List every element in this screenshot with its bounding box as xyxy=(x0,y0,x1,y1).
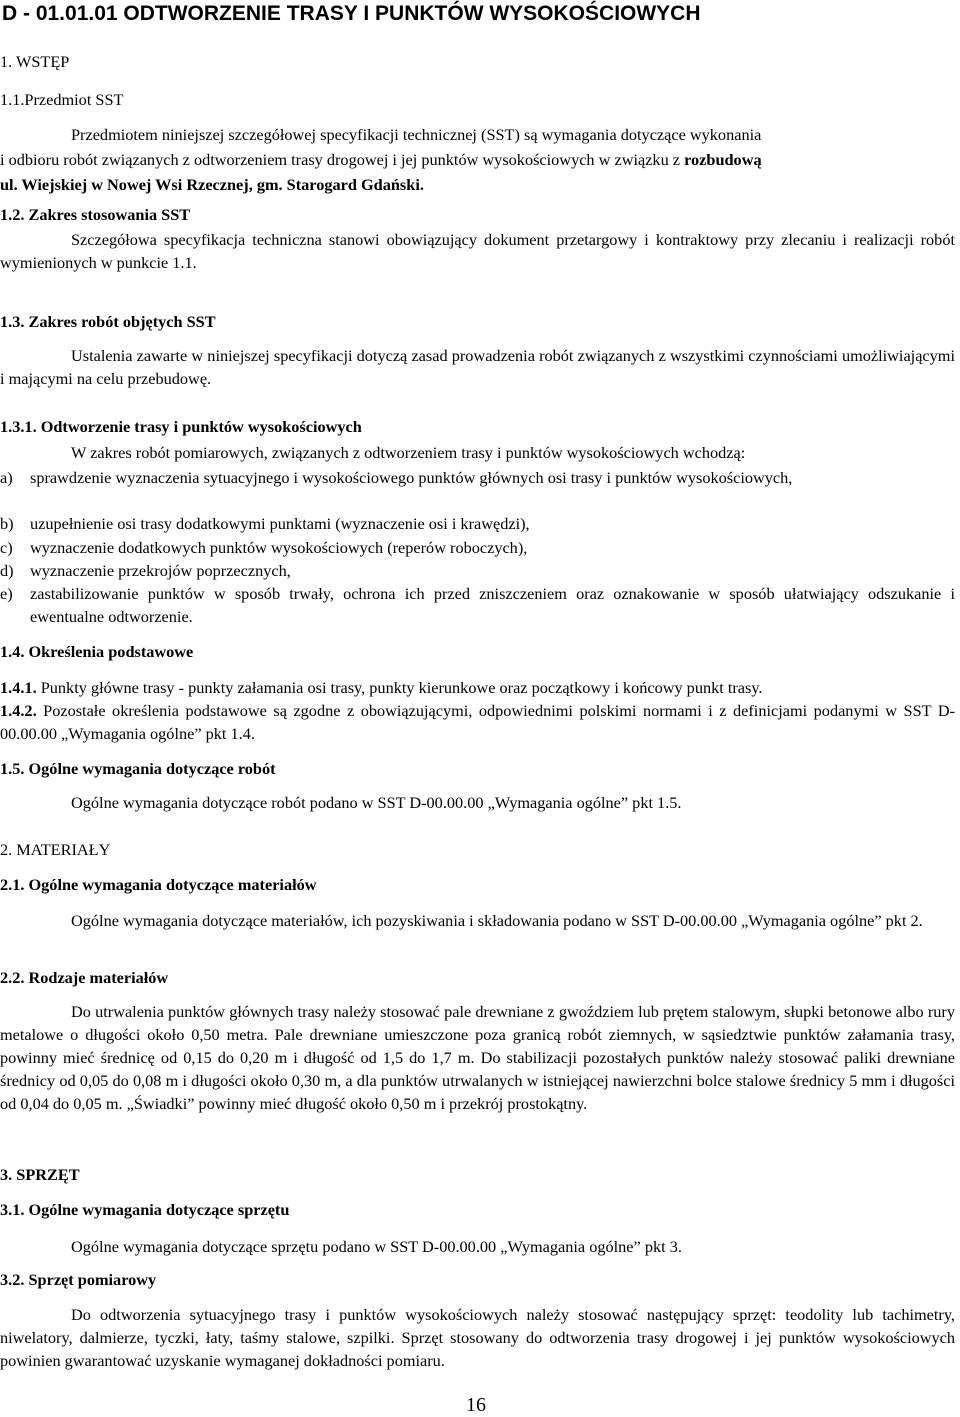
list-text: wyznaczenie dodatkowych punktów wysokościowych (reperów roboczych), xyxy=(30,538,528,557)
list-item-a xyxy=(0,466,955,512)
section-1-4-2 xyxy=(0,699,955,745)
list-item-d xyxy=(0,559,955,582)
section-1-4-2-text: Pozostałe określenia podstawowe są zgodne z obowiązującymi, odpowiednimi polskimi normami i z definicjami podanymi w SST D-00.00.00 „Wymagania ogólne” pkt 1.4. xyxy=(0,701,955,743)
list-marker: a) xyxy=(0,468,13,487)
section-2-1-paragraph: Ogólne wymagania dotyczące materiałów, ich pozyskiwania i składowania podano w SST D-00.00.00 „Wymagania ogólne” pkt 2. xyxy=(71,911,923,930)
page-number: 16 xyxy=(466,1394,486,1416)
section-1-2-paragraph: Szczegółowa specyfikacja techniczna stanowi obowiązujący dokument przetargowy i kontraktowy przy zlecaniu i realizacji robót wymienionych w punkcie 1.1. xyxy=(0,230,955,272)
list-marker: b) xyxy=(0,514,14,533)
section-1-3-1-heading: 1.3.1. Odtworzenie trasy i punktów wysokościowych xyxy=(0,417,362,436)
section-1-2-heading: 1.2. Zakres stosowania SST xyxy=(0,205,191,224)
section-1-4-1-number: 1.4.1. xyxy=(0,678,37,697)
section-1-1-line2 xyxy=(0,148,762,171)
list-text: uzupełnienie osi trasy dodatkowymi punktami (wyznaczenie osi i krawędzi), xyxy=(30,514,530,533)
document-title: D - 01.01.01 ODTWORZENIE TRASY I PUNKTÓW WYSOKOŚCIOWYCH xyxy=(2,2,701,25)
section-1-3-1-intro: W zakres robót pomiarowych, związanych z odtworzeniem trasy i punktów wysokościowych wchodzą: xyxy=(71,443,746,462)
section-1-2-text xyxy=(0,228,955,274)
section-3-1-text: Ogólne wymagania dotyczące sprzętu podano w SST D-00.00.00 „Wymagania ogólne” pkt 3. xyxy=(71,1237,682,1256)
section-1-1-line2-bold: rozbudową xyxy=(684,150,762,169)
section-1-heading: 1. WSTĘP xyxy=(0,52,70,71)
section-2-1-heading: 2.1. Ogólne wymagania dotyczące materiałów xyxy=(0,875,317,894)
section-3-heading: 3. SPRZĘT xyxy=(0,1165,80,1184)
list-marker: c) xyxy=(0,538,13,557)
section-2-2-heading: 2.2. Rodzaje materiałów xyxy=(0,968,169,987)
section-1-4-2-number: 1.4.2. xyxy=(0,701,37,720)
list-text: sprawdzenie wyznaczenia sytuacyjnego i wysokościowego punktów głównych osi trasy i punktów wysokościowych, xyxy=(30,468,793,487)
section-1-3-heading: 1.3. Zakres robót objętych SST xyxy=(0,312,216,331)
section-1-3-text xyxy=(0,344,955,390)
section-1-1-line2-text: i odbioru robót związanych z odtworzeniem trasy drogowej i jej punktów wysokościowych w związku z xyxy=(0,150,685,169)
section-3-1-heading: 3.1. Ogólne wymagania dotyczące sprzętu xyxy=(0,1200,290,1219)
list-text: zastabilizowanie punktów w sposób trwały, ochrona ich przed zniszczeniem oraz oznakowanie w sposób ułatwiający odszukanie i ewentualne odtworzenie. xyxy=(30,584,955,626)
section-2-2-paragraph: Do utrwalenia punktów głównych trasy należy stosować pale drewniane z gwoździem lub prętem stalowym, słupki betonowe albo rury metalowe o długości około 0,50 metra. Pale drewniane umieszczone poza granicą robót ziemnych, w sąsiedztwie punktów załamania trasy, powinny mieć średnicę od 0,15 do 0,20 m i długość od 1,5 do 1,7 m. Do stabilizacji pozostałych punktów należy stosować paliki drewniane średnicy od 0,05 do 0,08 m i długości około 0,30 m, a dla punktów utrwalanych w istniejącej nawierzchni bolce stalowe średnicy 5 mm i długości od 0,04 do 0,05 m. „Świadki” powinny mieć długość około 0,50 m i przekrój prostokątny. xyxy=(0,1002,955,1113)
section-1-1-heading: 1.1.Przedmiot SST xyxy=(0,90,124,109)
section-1-4-heading: 1.4. Określenia podstawowe xyxy=(0,642,194,661)
section-2-1-text xyxy=(0,909,955,932)
section-3-2-heading: 3.2. Sprzęt pomiarowy xyxy=(0,1270,157,1289)
list-marker: e) xyxy=(0,584,13,603)
section-1-3-paragraph: Ustalenia zawarte w niniejszej specyfikacji dotyczą zasad prowadzenia robót związanych z wszystkimi czynnościami umożliwiającymi i mającymi na celu przebudowę. xyxy=(0,346,955,388)
section-1-5-heading: 1.5. Ogólne wymagania dotyczące robót xyxy=(0,759,276,778)
list-item-e xyxy=(0,582,955,628)
section-3-2-paragraph: Do odtworzenia sytuacyjnego trasy i punktów wysokościowych należy stosować następujący sprzęt: teodolity lub tachimetry, niwelatory, dalmierze, tyczki, łaty, taśmy stalowe, szpilki. Sprzęt stosowany do odtworzenia trasy drogowej i jej punktów wysokościowych powinien gwarantować uzyskanie wymaganej dokładności pomiaru. xyxy=(0,1305,955,1370)
list-item-b xyxy=(0,512,955,535)
list-text: wyznaczenie przekrojów poprzecznych, xyxy=(30,561,291,580)
section-1-4-1 xyxy=(0,676,763,699)
section-1-4-1-text: Punkty główne trasy - punkty załamania osi trasy, punkty kierunkowe oraz początkowy i końcowy punkt trasy. xyxy=(36,678,763,697)
section-1-1-line1: Przedmiotem niniejszej szczegółowej specyfikacji technicznej (SST) są wymagania dotyczące wykonania xyxy=(71,125,762,144)
section-1-5-text: Ogólne wymagania dotyczące robót podano w SST D-00.00.00 „Wymagania ogólne” pkt 1.5. xyxy=(71,793,682,812)
section-1-1-line3: ul. Wiejskiej w Nowej Wsi Rzecznej, gm. Starogard Gdański. xyxy=(0,175,424,194)
section-3-2-text xyxy=(0,1303,955,1372)
list-marker: d) xyxy=(0,561,14,580)
section-2-2-text xyxy=(0,1000,955,1115)
section-2-heading: 2. MATERIAŁY xyxy=(0,840,111,859)
list-item-c xyxy=(0,536,955,559)
